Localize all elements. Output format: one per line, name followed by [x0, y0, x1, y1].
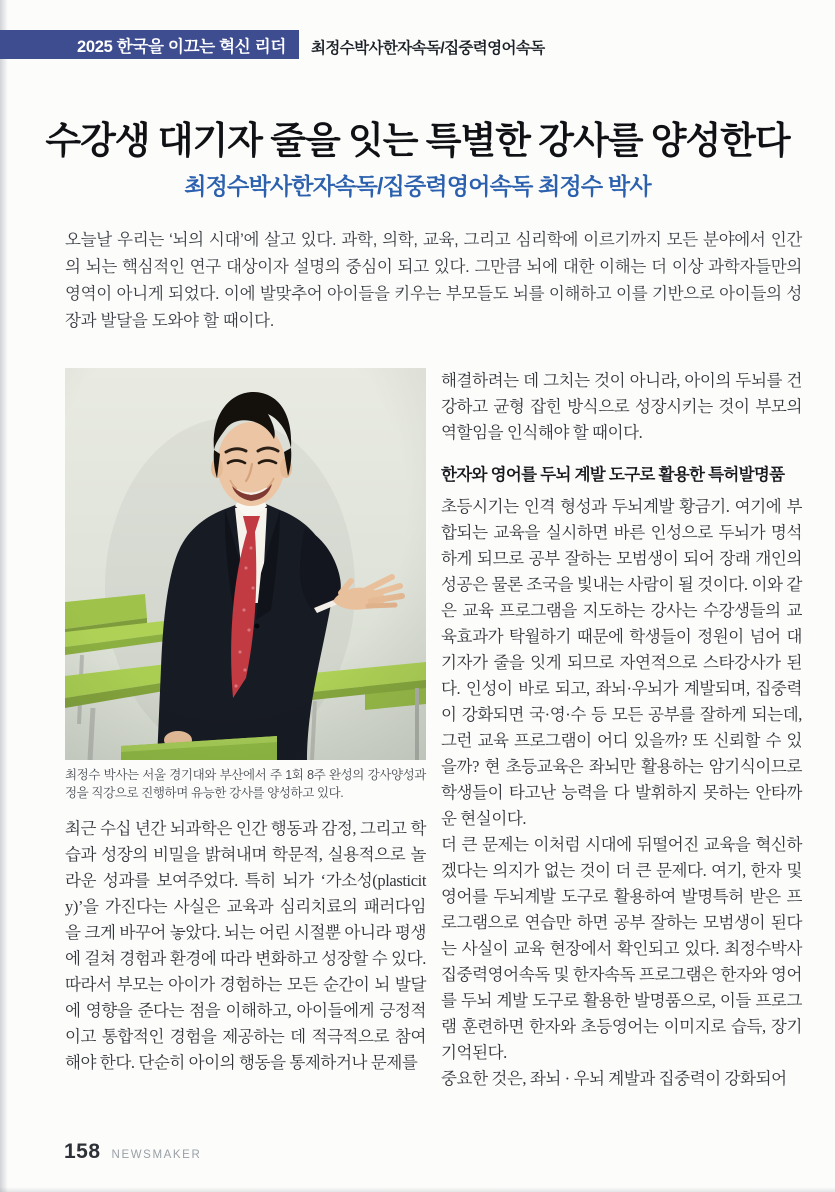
right-subheading: 한자와 영어를 두뇌 계발 도구로 활용한 특허발명품 [441, 466, 785, 484]
magazine-name: NEWSMAKER [111, 1149, 202, 1161]
portrait-photo-illustration [65, 368, 426, 760]
article-subtitle: 최정수박사한자속독/집중력영어속독 최정수 박사 [184, 173, 651, 199]
article-title: 수강생 대기자 줄을 잇는 특별한 강사를 양성한다 [45, 121, 790, 162]
right-column [441, 368, 802, 1092]
page-footer [64, 1140, 201, 1164]
photo-caption: 최정수 박사는 서울 경기대와 부산에서 주 1회 8주 완성의 강사양성과정을 직강으로 진행하며 유능한 강사를 양성하고 있다. [65, 768, 426, 800]
page-bottom-shadow [0, 1187, 835, 1192]
article-lede: 오늘날 우리는 ‘뇌의 시대’에 살고 있다. 과학, 의학, 교육, 그리고 심리학에 이르기까지 모든 분야에서 인간의 뇌는 핵심적인 연구 대상이자 설명의 중심이 되고 있다. 그만큼 뇌에 대한 이해는 더 이상 과학자들만의 영역이 아니게 되었다. 이에 발맞추어 아이들을 키우는 부모들도 뇌를 이해하고 이를 기반으로 아이들의 성장과 발달을 도와야 할 때이다. [65, 231, 802, 330]
left-column [65, 368, 426, 1092]
right-paragraph-3: 더 큰 문제는 이처럼 시대에 뒤떨어진 교육을 혁신하겠다는 의지가 없는 것이 더 큰 문제다. 여기, 한자 및 영어를 두뇌계발 도구로 활용하여 발명특허 받은 프로그램으로 연습만 하면 공부 잘하는 모범생이 된다는 사실이 교육 현장에서 확인되고 있다. 최정수박사 집중력영어속독 및 한자속독 프로그램은 한자와 영어를 두뇌 계발 도구로 활용한 발명품으로, 이들 프로그램 훈련하면 한자와 초등영어는 이미지로 습득, 장기기억된다. [441, 835, 802, 1062]
portrait-photo [65, 368, 426, 760]
page-number: 158 [64, 1140, 101, 1163]
section-badge [0, 30, 299, 59]
right-paragraph-1: 해결하려는 데 그치는 것이 아니라, 아이의 두뇌를 건강하고 균형 잡힌 방식으로 성장시키는 것이 부모의 역할임을 인식해야 할 때이다. [441, 371, 802, 442]
left-column-paragraph: 최근 수십 년간 뇌과학은 인간 행동과 감정, 그리고 학습과 성장의 비밀을 밝혀내며 학문적, 실용적으로 놀라운 성과를 보여주었다. 특히 뇌가 ‘가소성(plasticity)’을 가진다는 사실은 교육과 심리치료의 패러다임을 크게 바꾸어 놓았다. 뇌는 어린 시절뿐 아니라 평생에 걸쳐 경험과 환경에 따라 변화하고 성장할 수 있다. 따라서 부모는 아이가 경험하는 모든 순간이 뇌 발달에 영향을 준다는 점을 이해하고, 아이들에게 긍정적이고 통합적인 경험을 제공하는 데 적극적으로 참여해야 한다. 단순히 아이의 행동을 통제하거나 문제를 [65, 819, 426, 1072]
right-paragraph-4: 중요한 것은, 좌뇌 · 우뇌 계발과 집중력이 강화되어 [441, 1069, 787, 1088]
article-columns [65, 368, 802, 1092]
article-category: 최정수박사한자속독/집중력영어속독 [311, 40, 545, 57]
right-paragraph-2: 초등시기는 인격 형성과 두뇌계발 황금기. 여기에 부합되는 교육을 실시하면 바른 인성으로 두뇌가 명석하게 되므로 공부 잘하는 모범생이 되어 장래 개인의 성공은 물론 조국을 빛내는 사람이 될 것이다. 이와 같은 교육 프로그램을 지도하는 강사는 수강생들의 교육효과가 탁월하기 때문에 학생들이 정원이 넘어 대기자가 줄을 잇게 되므로 자연적으로 스타강사가 된다. 인성이 바로 되고, 좌뇌·우뇌가 계발되며, 집중력이 강화되면 국·영·수 등 모든 공부를 잘하게 되는데, 그런 교육 프로그램이 어디 있을까? 또 신뢰할 수 있을까? 현 초등교육은 좌뇌만 활용하는 암기식이므로 학생들이 타고난 능력을 다 발휘하지 못하는 안타까운 현실이다. [441, 497, 802, 828]
section-badge-label: 2025 한국을 이끄는 혁신 리더 [76, 37, 286, 56]
